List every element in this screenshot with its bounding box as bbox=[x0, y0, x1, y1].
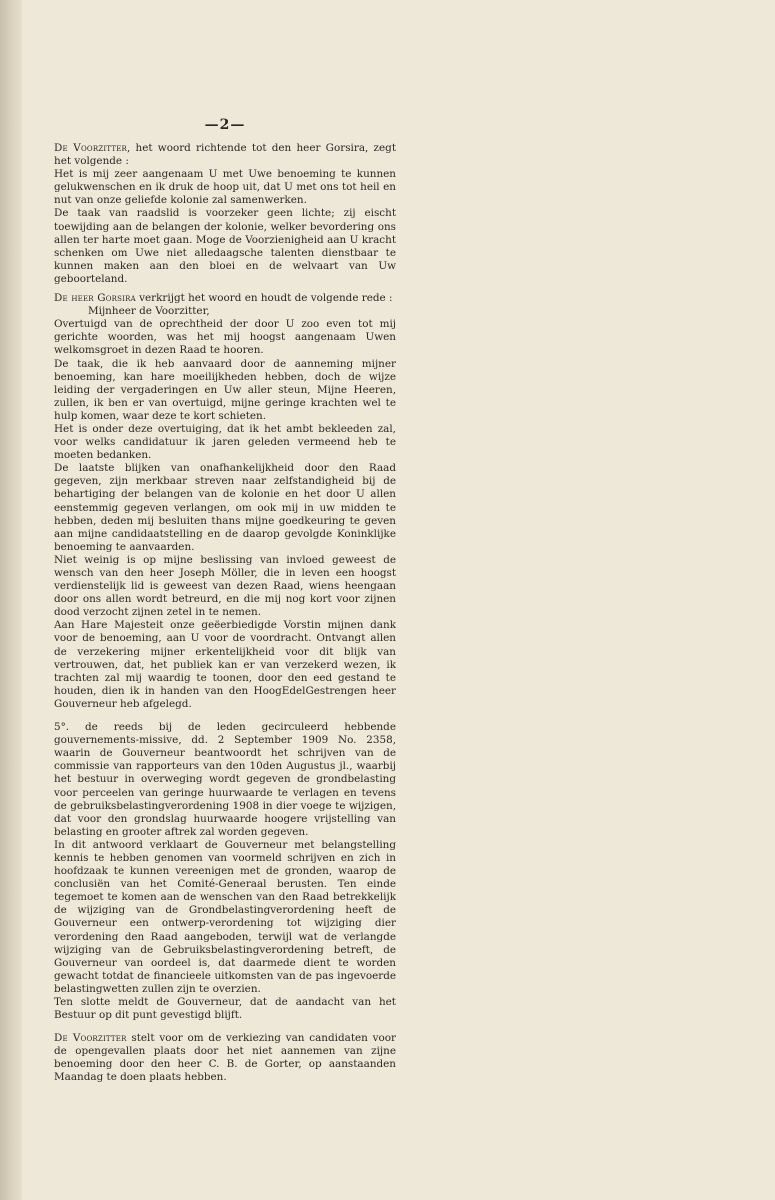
salutation: Mijnheer de Voorzitter, bbox=[88, 305, 210, 318]
paragraph-voorzitter-intro bbox=[54, 142, 396, 168]
paragraph: De laatste blijken van onafhankelijkheid door den Raad gegeven, zijn merkbaar streven naar zelfstandigheid bij de behartiging der belangen van de kolonie en het door U allen eenstemmig gegeven verlangen, om ook mij in uw midden te hebben, deden mij besluiten thans mijne goedkeuring te geven aan mijne candidaatstelling en de daarop gevolgde Koninklijke benoeming te aanvaarden. bbox=[54, 462, 396, 553]
paragraph-text: , het woord richtende tot den heer Gorsira, zegt het volgende : bbox=[54, 142, 396, 168]
paragraph-text: stelt voor om de verkiezing van candidaten voor de opengevallen plaats door het niet aannemen van zijne benoeming door den heer C. B. de Gorter, op aanstaanden Maandag te doen plaats hebben. bbox=[54, 1032, 396, 1084]
speaker-name: De Voorzitter bbox=[54, 142, 128, 154]
page-edge bbox=[0, 0, 23, 1200]
page-number: —2— bbox=[204, 117, 246, 133]
document-body bbox=[54, 142, 396, 1085]
paragraph-gorsira-intro bbox=[54, 292, 396, 305]
paragraph: Ten slotte meldt de Gouverneur, dat de aandacht van het Bestuur op dit punt gevestigd blijft. bbox=[54, 996, 396, 1022]
spacer bbox=[54, 1022, 396, 1032]
paragraph-item-5: 5°. de reeds bij de leden gecirculeerd hebbende gouvernements-missive, dd. 2 September 1909 No. 2358, waarin de Gouverneur beantwoordt het schrijven van de commissie van rapporteurs van den 10den Augustus jl., waarbij het bestuur in overweging wordt gegeven de grondbelasting voor perceelen van geringe huurwaarde te verlagen en tevens de gebruiksbelastingverordening 1908 in dier voege te wijzigen, dat voor den grondslag huurwaarde hoogere vrijstelling van belasting en grooter aftrek zal worden gegeven. bbox=[54, 721, 396, 838]
paragraph: Niet weinig is op mijne beslissing van invloed geweest de wensch van den heer Joseph Möller, die in leven een hoogst verdienstelijk lid is geweest van dezen Raad, wiens heengaan door ons allen wordt betreurd, en die mij nog kort voor zijnen dood verzocht zijnen zetel in te nemen. bbox=[54, 553, 396, 619]
paragraph: Aan Hare Majesteit onze geëerbiedigde Vorstin mijnen dank voor de benoeming, aan U voor de voordracht. Ontvangt allen de verzekering mijner erkentelijkheid voor dit blijk van vertrouwen, dat, het publiek kan er van verzekerd wezen, ik trachten zal mij waardig te toonen, door den eed gestand te houden, dien ik in handen van den HoogEdelGestrengen heer Gouverneur heb afgelegd. bbox=[54, 619, 396, 710]
paragraph: Overtuigd van de oprechtheid der door U zoo even tot mij gerichte woorden, was het mij hoogst aangenaam Uwen welkomsgroet in dezen Raad te hooren. bbox=[54, 318, 396, 357]
paragraph-text: verkrijgt het woord en houdt de volgende rede : bbox=[135, 292, 393, 305]
paragraph: Het is onder deze overtuiging, dat ik het ambt bekleeden zal, voor welks candidatuur ik jaren geleden vermeend heb te moeten bedanken. bbox=[54, 422, 396, 462]
paragraph-voorzitter-proposal bbox=[54, 1032, 396, 1084]
paragraph: De taak van raadslid is voorzeker geen lichte; zij eischt toewijding aan de belangen der kolonie, welker bevordering ons allen ter harte moet gaan. Moge de Voorzienigheid aan U kracht schenken om Uwe niet alledaagsche talenten dienstbaar te kunnen maken aan den bloei en de welvaart van Uw geboorteland. bbox=[54, 207, 396, 285]
speaker-name: De Voorzitter bbox=[54, 1032, 127, 1045]
spacer bbox=[54, 711, 396, 721]
speaker-name: De heer Gorsira bbox=[54, 292, 136, 305]
paragraph: Het is mij zeer aangenaam U met Uwe benoeming te kunnen gelukwenschen en ik druk de hoop uit, dat U met ons tot heil en nut van onze geliefde kolonie zal samenwerken. bbox=[54, 168, 396, 207]
paragraph: De taak, die ik heb aanvaard door de aanneming mijner benoeming, kan hare moeilijkheden hebben, doch de wijze leiding der vergaderingen en Uw aller steun, Mijne Heeren, zullen, ik ben er van overtuigd, mijne geringe krachten wel te hulp komen, waar deze te kort schieten. bbox=[54, 357, 396, 422]
paragraph: In dit antwoord verklaart de Gouverneur met belangstelling kennis te hebben genomen van voormeld schrijven en zich in hoofdzaak te kunnen vereenigen met de gronden, waarop de conclusiën van het Comité-Generaal berusten. Ten einde tegemoet te komen aan de wenschen van den Raad betrekkelijk de wijziging van de Grondbelastingverordening heeft de Gouverneur een ontwerp-verordening tot wijziging dier verordening den Raad aangeboden, terwijl wat de verlangde wijziging van de Gebruiksbelastingverordening betreft, de Gouverneur van oordeel is, dat daarmede dient te worden gewacht totdat de financieele uitkomsten van de pas ingevoerde belastingwetten zullen zijn te overzien. bbox=[54, 838, 396, 995]
